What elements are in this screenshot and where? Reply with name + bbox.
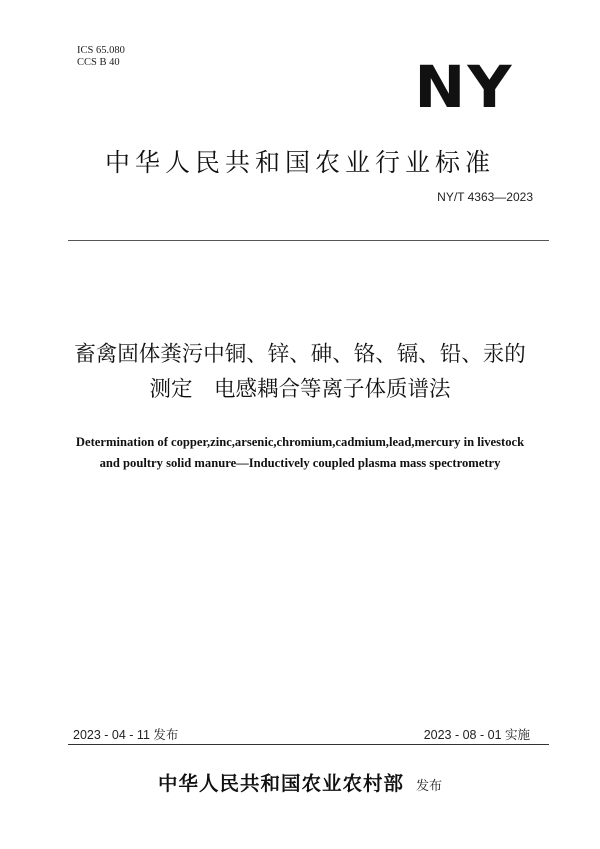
chinese-title-line-1: 畜禽固体粪污中铜、锌、砷、铬、镉、铅、汞的	[74, 342, 526, 367]
footer-divider	[68, 744, 549, 745]
english-title-line-2: and poultry solid manure—Inductively coupled plasma mass spectrometry	[99, 456, 501, 470]
standard-number: NY/T 4363—2023	[437, 190, 533, 204]
issue-date: 2023 - 04 - 11 发布	[73, 728, 179, 742]
english-title	[0, 432, 600, 474]
standard-type-heading: 中华人民共和国农业行业标准	[104, 148, 495, 177]
english-title-line-1: Determination of copper,zinc,arsenic,chromium,cadmium,lead,mercury in livestock	[75, 435, 525, 449]
ny-logo: NY	[414, 53, 514, 121]
chinese-title	[0, 337, 600, 407]
ics-code: ICS 65.080	[77, 45, 125, 56]
issuer-name: 中华人民共和国农业农村部	[157, 772, 404, 795]
issuer-suffix: 发布	[416, 779, 443, 794]
ccs-code: CCS B 40	[77, 57, 120, 68]
classification-codes	[77, 45, 125, 69]
chinese-title-line-2: 测定 电感耦合等离子体质谱法	[149, 377, 451, 402]
header-divider	[68, 240, 549, 241]
issuer	[0, 768, 600, 796]
implementation-date: 2023 - 08 - 01 实施	[423, 728, 530, 742]
